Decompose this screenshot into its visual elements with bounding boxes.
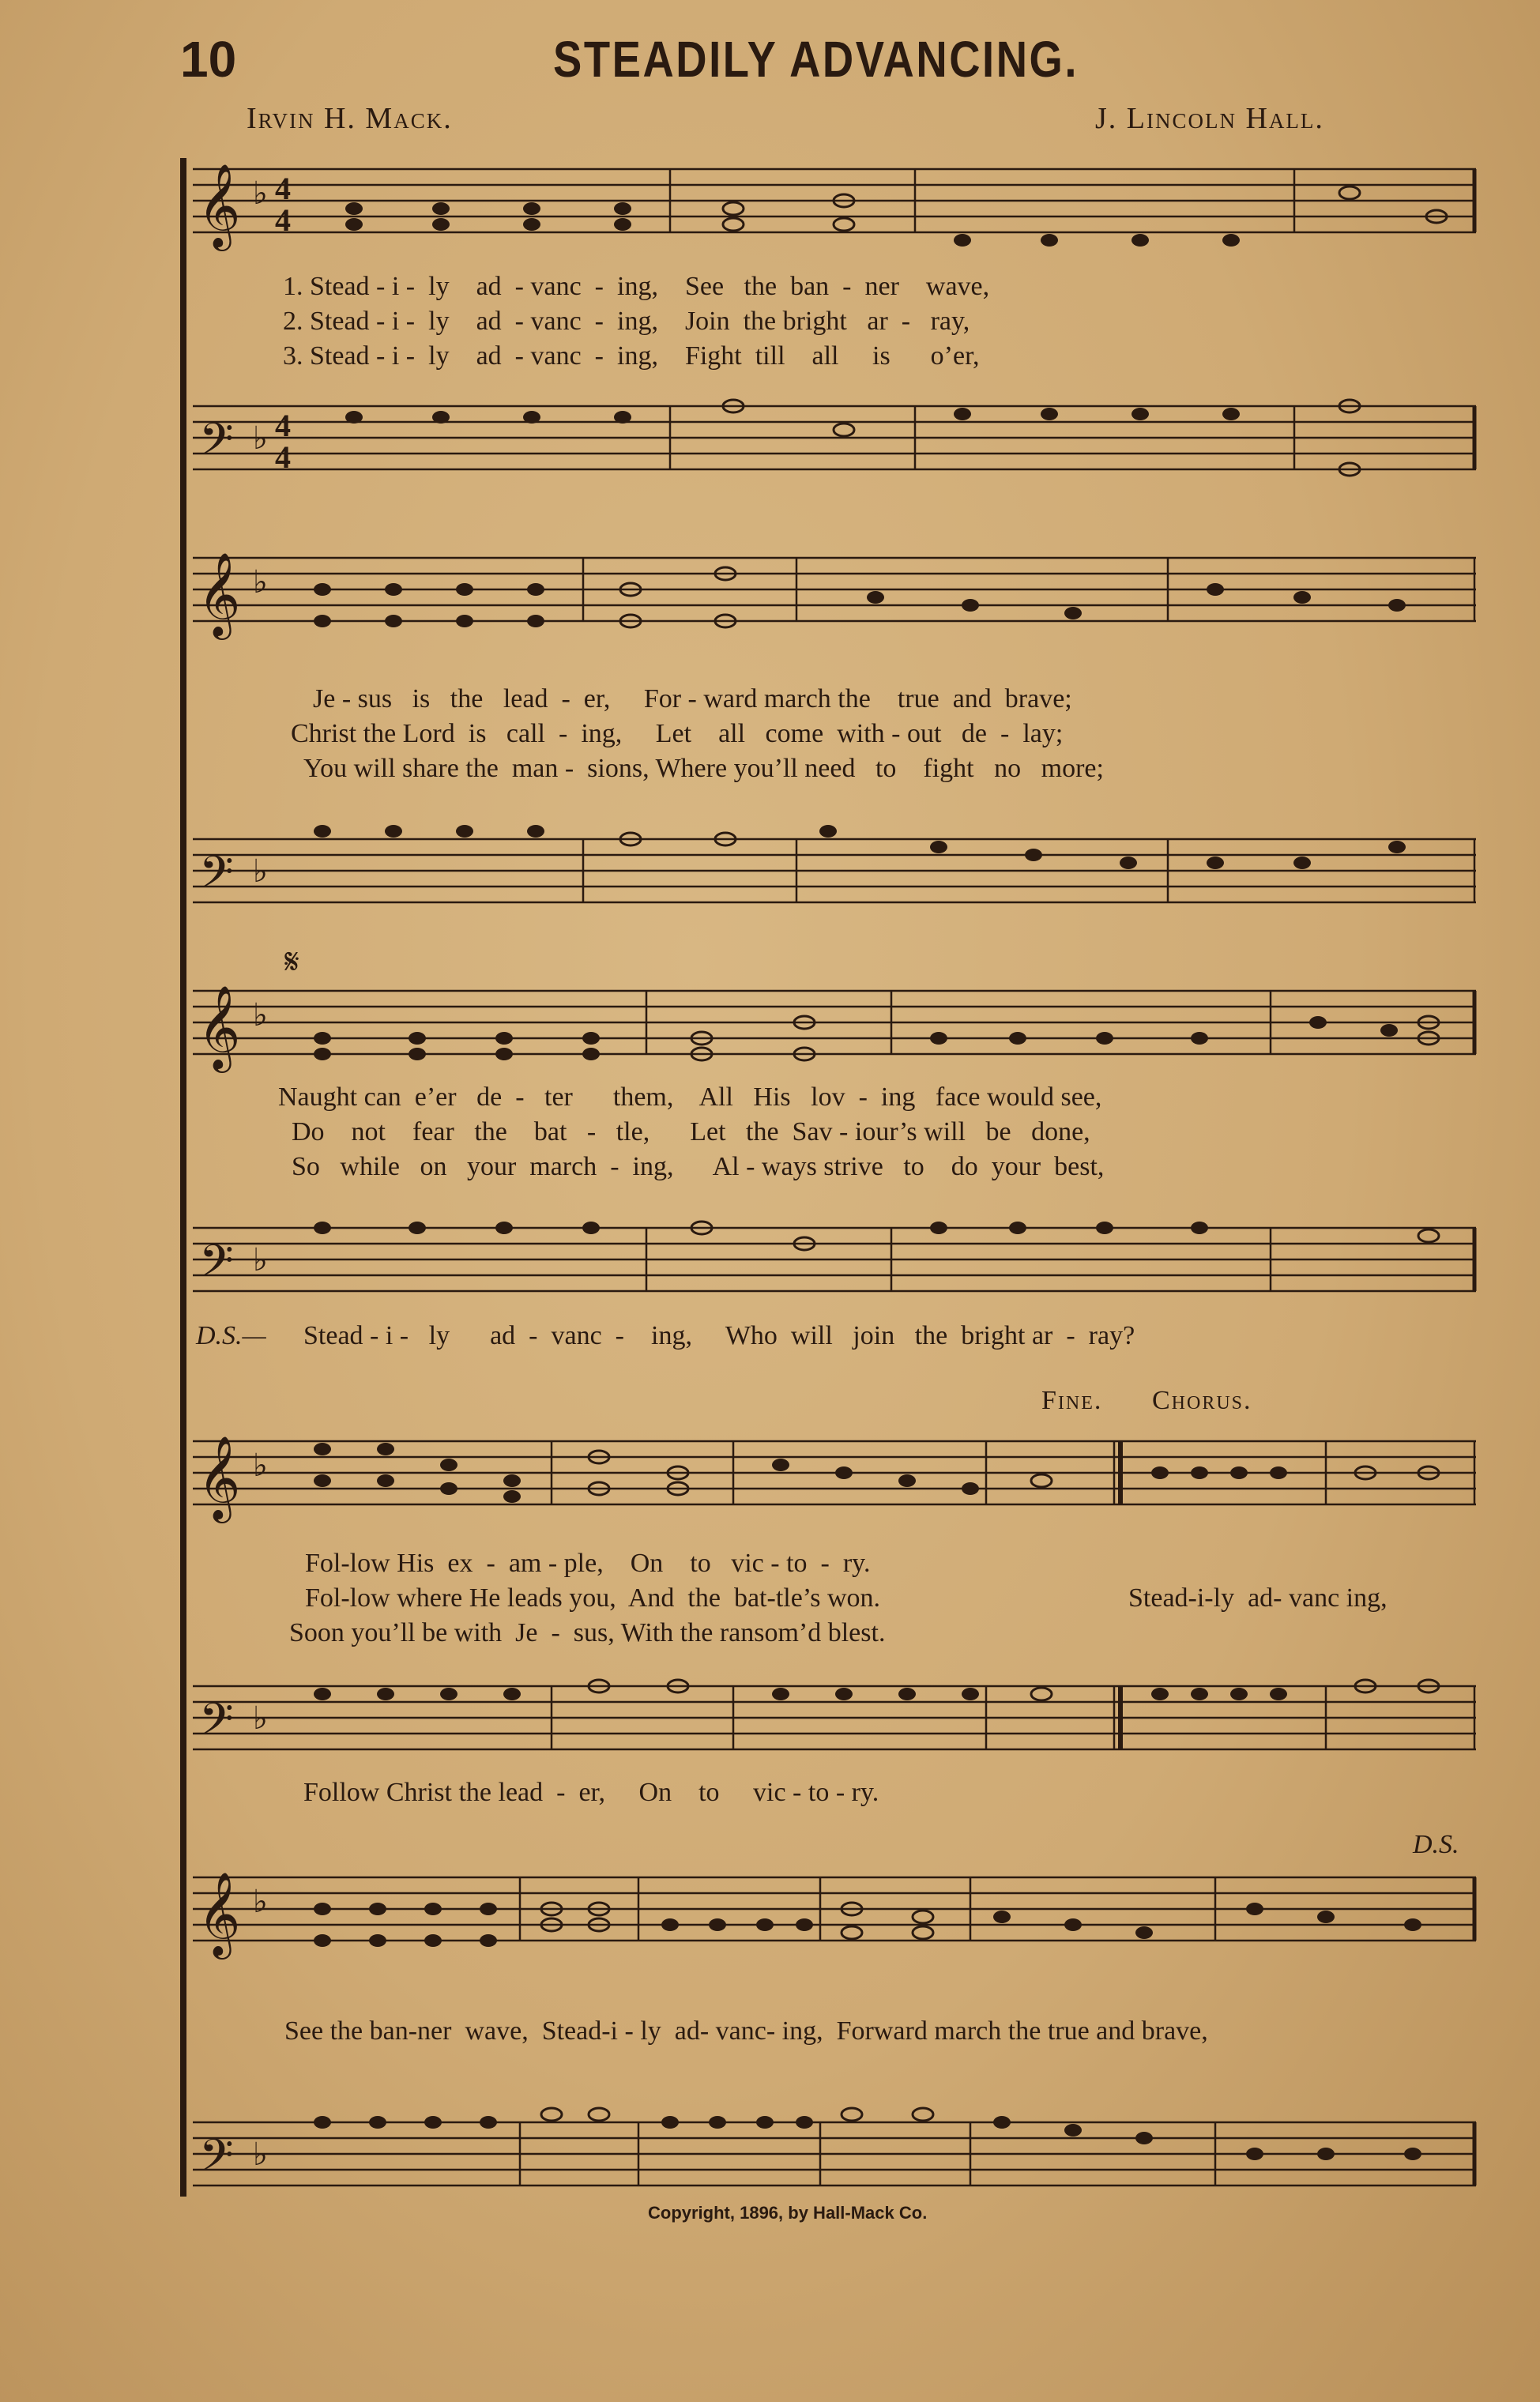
verse-3-line: You will share the man - sions, Where you’ll need to fight no more; <box>303 754 1104 783</box>
bass-clef-icon: 𝄢 <box>199 1694 234 1756</box>
bass-clef-icon: 𝄢 <box>199 414 234 476</box>
verse-1-line: 1. Stead - i - ly ad - vanc - ing, See the ban - ner wave, <box>283 272 990 301</box>
treble-clef-icon: 𝄞 <box>198 163 241 247</box>
segno-icon: 𝄋 <box>284 943 299 981</box>
verse-2-line: Do not fear the bat - tle, Let the Sav - iour’s will be done, <box>278 1117 1090 1146</box>
bass-lyric-line: Follow Christ the lead - er, On to vic - to - ry. <box>303 1778 879 1807</box>
svg-text:♭: ♭ <box>253 853 268 889</box>
treble-clef-icon: 𝄞 <box>198 1435 241 1519</box>
verse-3-line: 3. Stead - i - ly ad - vanc - ing, Fight till all is o’er, <box>283 341 980 371</box>
verse-1-line: Fol-low His ex - am - ple, On to vic - to - ry. <box>305 1549 871 1578</box>
verse-2-line: 2. Stead - i - ly ad - vanc - ing, Join the bright ar - ray, <box>283 307 970 336</box>
svg-text:♭: ♭ <box>253 564 268 600</box>
verse-2-line: Fol-low where He leads you, And the bat-tle’s won. <box>305 1583 881 1613</box>
svg-text:4: 4 <box>275 202 291 238</box>
verse-1-line: See the ban-ner wave, Stead-i - ly ad- vanc- ing, Forward march the true and brave, <box>284 2016 1208 2046</box>
page-number: 10 <box>180 31 237 88</box>
ds-marker: D.S.— <box>196 1321 266 1350</box>
lyricist-credit: Irvin H. Mack. <box>247 102 453 135</box>
treble-clef-icon: 𝄞 <box>198 1871 241 1956</box>
chorus-lyric: Stead-i-ly ad- vanc ing, <box>1128 1583 1388 1613</box>
svg-text:♭: ♭ <box>253 997 268 1033</box>
svg-text:4: 4 <box>275 408 291 443</box>
verse-3-line: So while on your march - ing, Al - ways strive to do your best, <box>278 1152 1105 1181</box>
svg-text:4: 4 <box>275 171 291 206</box>
ds-end-marker: D.S. <box>1413 1830 1459 1859</box>
music-system-1 <box>180 155 1484 503</box>
music-system-4 <box>180 1381 1484 1807</box>
svg-text:♭: ♭ <box>253 1884 268 1919</box>
svg-text:♭: ♭ <box>253 175 268 211</box>
treble-clef-icon: 𝄞 <box>198 552 241 636</box>
ds-lyric-line: Stead - i - ly ad - vanc - ing, Who will join the bright ar - ray? <box>303 1321 1135 1350</box>
svg-text:♭: ♭ <box>253 1242 268 1278</box>
verse-2-line: Christ the Lord is call - ing, Let all come with - out de - lay; <box>291 719 1064 748</box>
svg-text:♭: ♭ <box>253 2137 268 2172</box>
svg-text:♭: ♭ <box>253 1448 268 1483</box>
music-system-5 <box>180 1830 1484 2193</box>
composer-credit: J. Lincoln Hall. <box>1095 102 1324 135</box>
bass-clef-icon: 𝄢 <box>199 847 234 909</box>
verse-1-line: Je - sus is the lead - er, For - ward march the true and brave; <box>313 684 1072 713</box>
music-system-2 <box>180 542 1484 953</box>
fine-marker: Fine. <box>1041 1386 1103 1415</box>
chorus-marker: Chorus. <box>1152 1386 1252 1415</box>
bass-clef-icon: 𝄢 <box>199 2130 234 2193</box>
verse-1-line: Naught can e’er de - ter them, All His lov - ing face would see, <box>278 1082 1102 1112</box>
page-title: STEADILY ADVANCING. <box>553 31 1079 88</box>
music-system-3 <box>180 943 1484 1359</box>
verse-3-line: Soon you’ll be with Je - sus, With the ransom’d blest. <box>289 1618 886 1647</box>
copyright-notice: Copyright, 1896, by Hall-Mack Co. <box>648 2203 928 2223</box>
svg-text:4: 4 <box>275 439 291 475</box>
svg-text:♭: ♭ <box>253 1700 268 1736</box>
svg-text:♭: ♭ <box>253 420 268 456</box>
treble-clef-icon: 𝄞 <box>198 985 241 1069</box>
bass-clef-icon: 𝄢 <box>199 1236 234 1298</box>
